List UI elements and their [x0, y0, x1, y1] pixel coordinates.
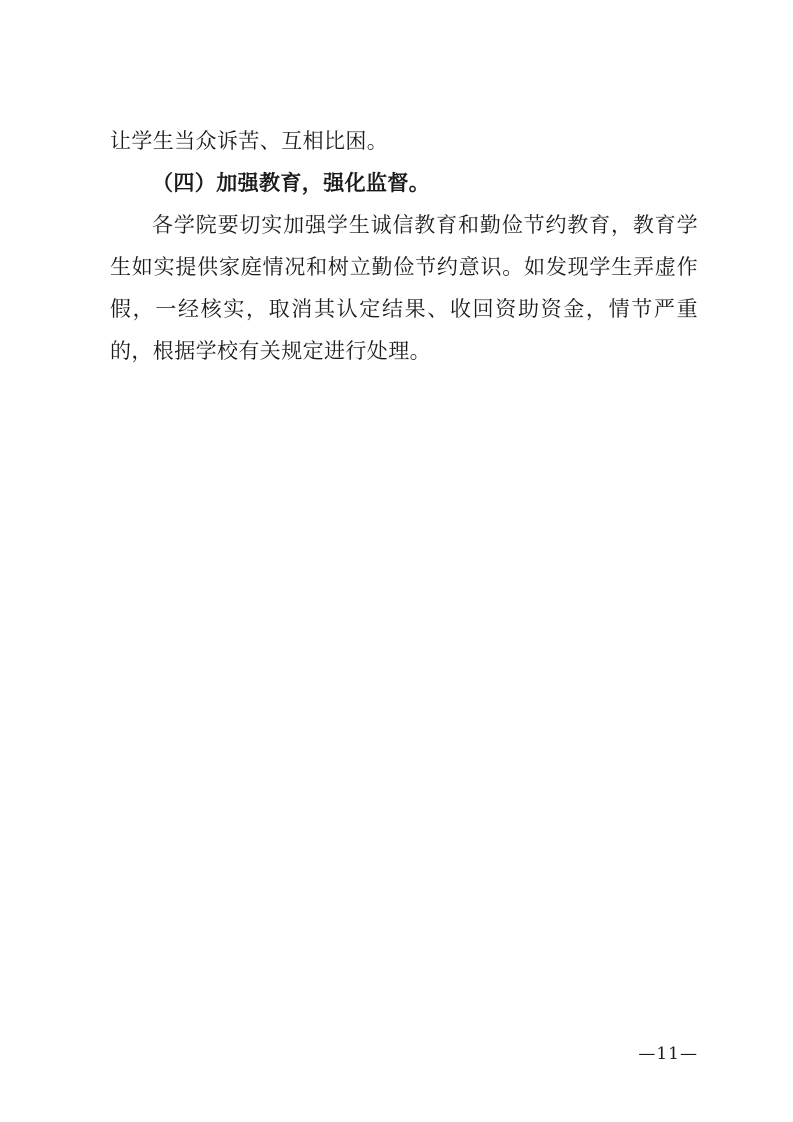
paragraph-body: 各学院要切实加强学生诚信教育和勤俭节约教育，教育学生如实提供家庭情况和树立勤俭节约意识。如发现学生弄虚作假，一经核实，取消其认定结果、收回资助资金，情节严重的，根据学校有关规定进行处理。 [110, 213, 698, 363]
page-number: —11— [638, 1044, 698, 1064]
section-heading-four: （四）加强教育，强化监督。 [152, 170, 431, 195]
document-body [110, 120, 698, 372]
paragraph-continuation: 让学生当众诉苦、互相比困。 [110, 129, 389, 153]
